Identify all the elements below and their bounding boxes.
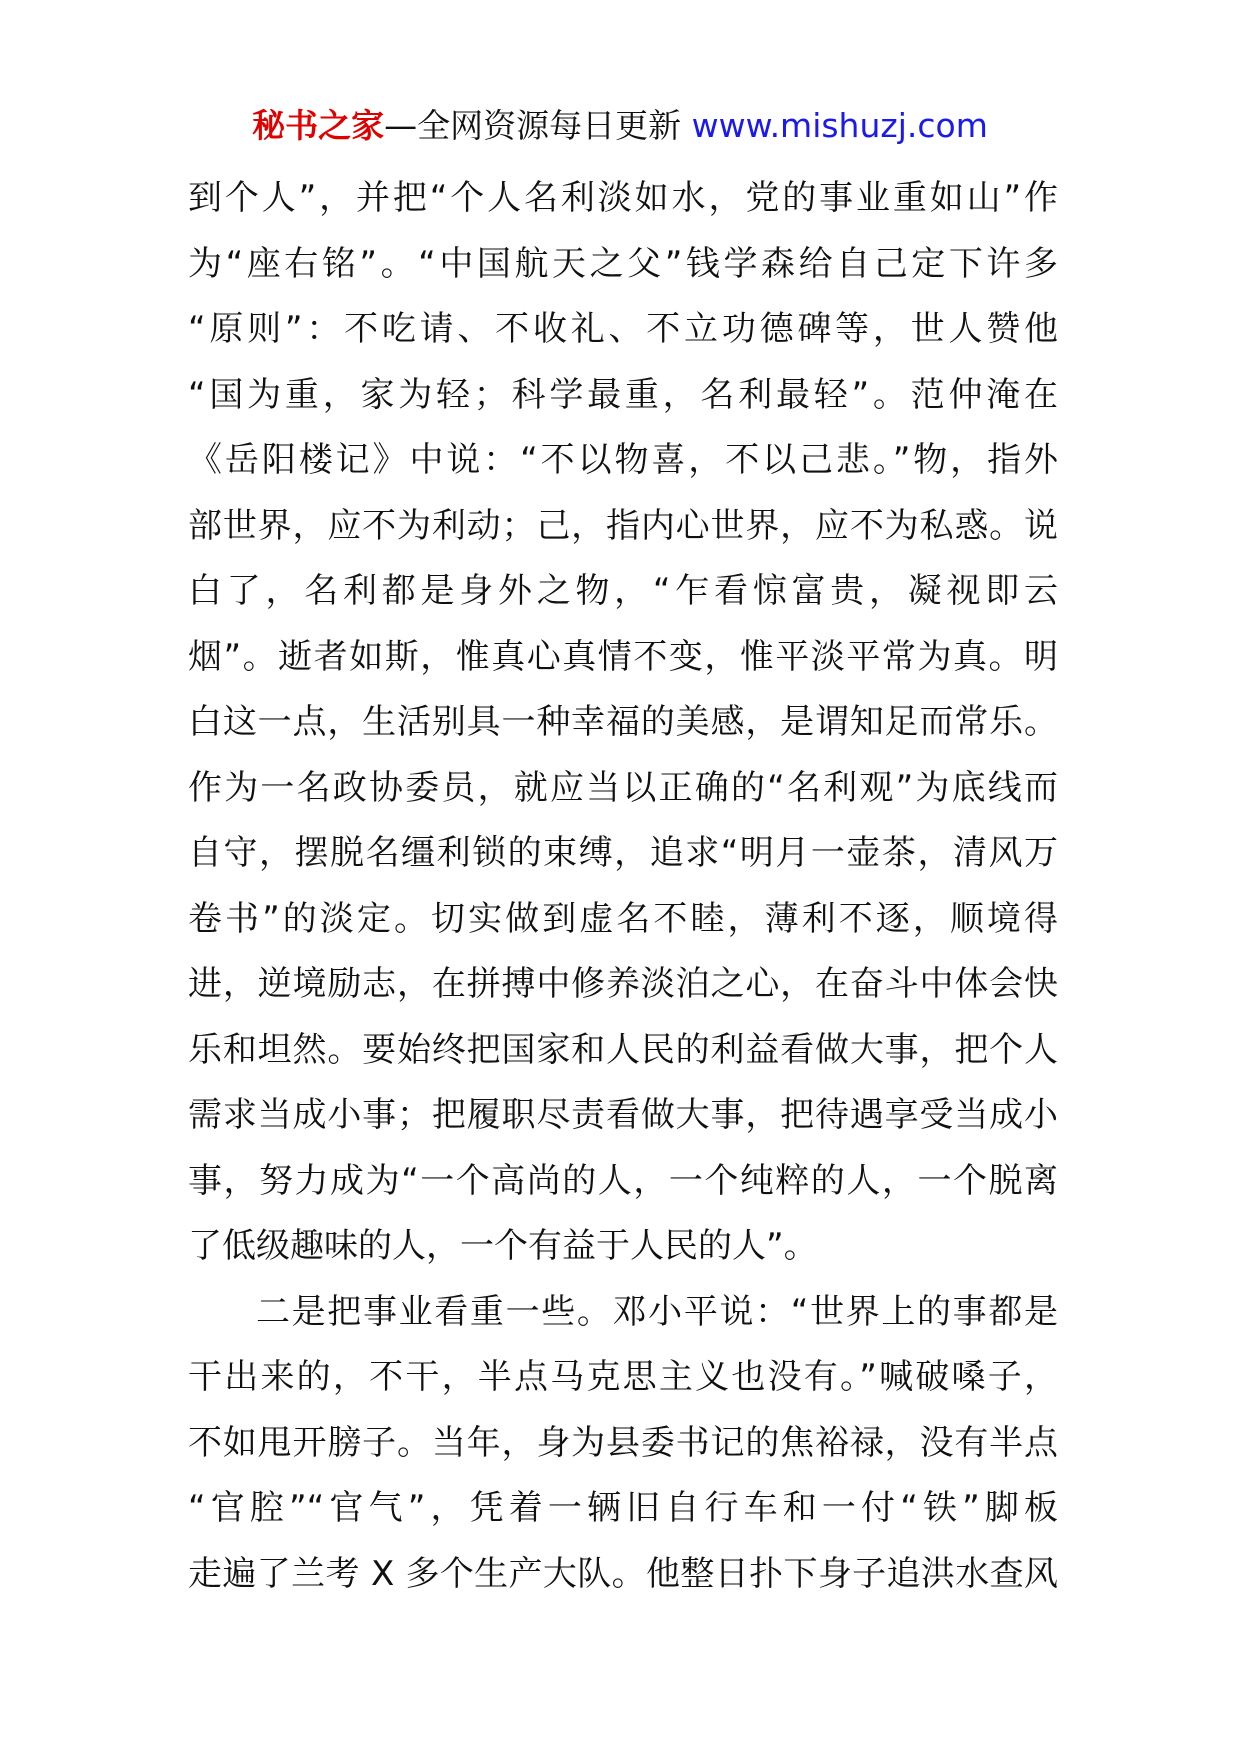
paragraph-start-line: 二是把事业看重一些。邓小平说：“世界上的事都是 xyxy=(256,1291,1058,1332)
text-line: 作为一名政协委员，就应当以正确的“名利观”为底线而 xyxy=(188,767,1058,808)
document-body xyxy=(188,166,1058,1607)
text-line: 需求当成小事；把履职尽责看做大事，把待遇享受当成小 xyxy=(188,1095,1058,1135)
text-line: 白这一点，生活别具一种幸福的美感，是谓知足而常乐。 xyxy=(188,702,1058,742)
text-line: 进，逆境励志，在拼搏中修养淡泊之心，在奋斗中体会快 xyxy=(188,964,1058,1004)
text-line: 为“座右铭”。“中国航天之父”钱学森给自己定下许多 xyxy=(188,243,1058,284)
text-line: 乐和坦然。要始终把国家和人民的利益看做大事，把个人 xyxy=(188,1029,1058,1070)
paragraph-end-line: 了低级趣味的人，一个有益于人民的人”。 xyxy=(188,1226,818,1266)
text-line: 白了，名利都是身外之物，“乍看惊富贵，凝视即云 xyxy=(188,571,1058,611)
text-line: 部世界，应不为利动；己，指内心世界，应不为私惑。说 xyxy=(188,505,1058,546)
text-line: 自守，摆脱名缰利锁的束缚，追求“明月一壶茶，清风万 xyxy=(188,833,1058,873)
website-link[interactable]: www.mishuzj.com xyxy=(691,106,988,145)
text-line: “国为重，家为轻；科学最重，名利最轻”。范仲淹在 xyxy=(188,374,1058,415)
text-line: 烟”。逝者如斯，惟真心真情不变，惟平淡平常为真。明 xyxy=(188,636,1058,677)
header-tagline: —全网资源每日更新 xyxy=(384,106,682,145)
page-header xyxy=(0,104,1240,148)
text-line: 卷书”的淡定。切实做到虚名不睦，薄利不逐，顺境得 xyxy=(188,898,1058,939)
text-line: 到个人”，并把“个人名利淡如水，党的事业重如山”作 xyxy=(188,178,1058,218)
text-line: “官腔”“官气”，凭着一辆旧自行车和一付“铁”脚板 xyxy=(188,1488,1058,1528)
text-line: 不如甩开膀子。当年，身为县委书记的焦裕禄，没有半点 xyxy=(188,1422,1058,1463)
brand-name: 秘书之家 xyxy=(252,106,385,145)
text-line: 《岳阳楼记》中说：“不以物喜，不以己悲。”物，指外 xyxy=(188,440,1058,480)
text-line: 事，努力成为“一个高尚的人，一个纯粹的人，一个脱离 xyxy=(188,1160,1058,1201)
text-line: “原则”：不吃请、不收礼、不立功德碑等，世人赞他 xyxy=(188,309,1058,349)
text-line: 走遍了兰考 X 多个生产大队。他整日扑下身子追洪水查风 xyxy=(188,1553,1058,1594)
text-line: 干出来的，不干，半点马克思主义也没有。”喊破嗓子， xyxy=(188,1357,1058,1397)
